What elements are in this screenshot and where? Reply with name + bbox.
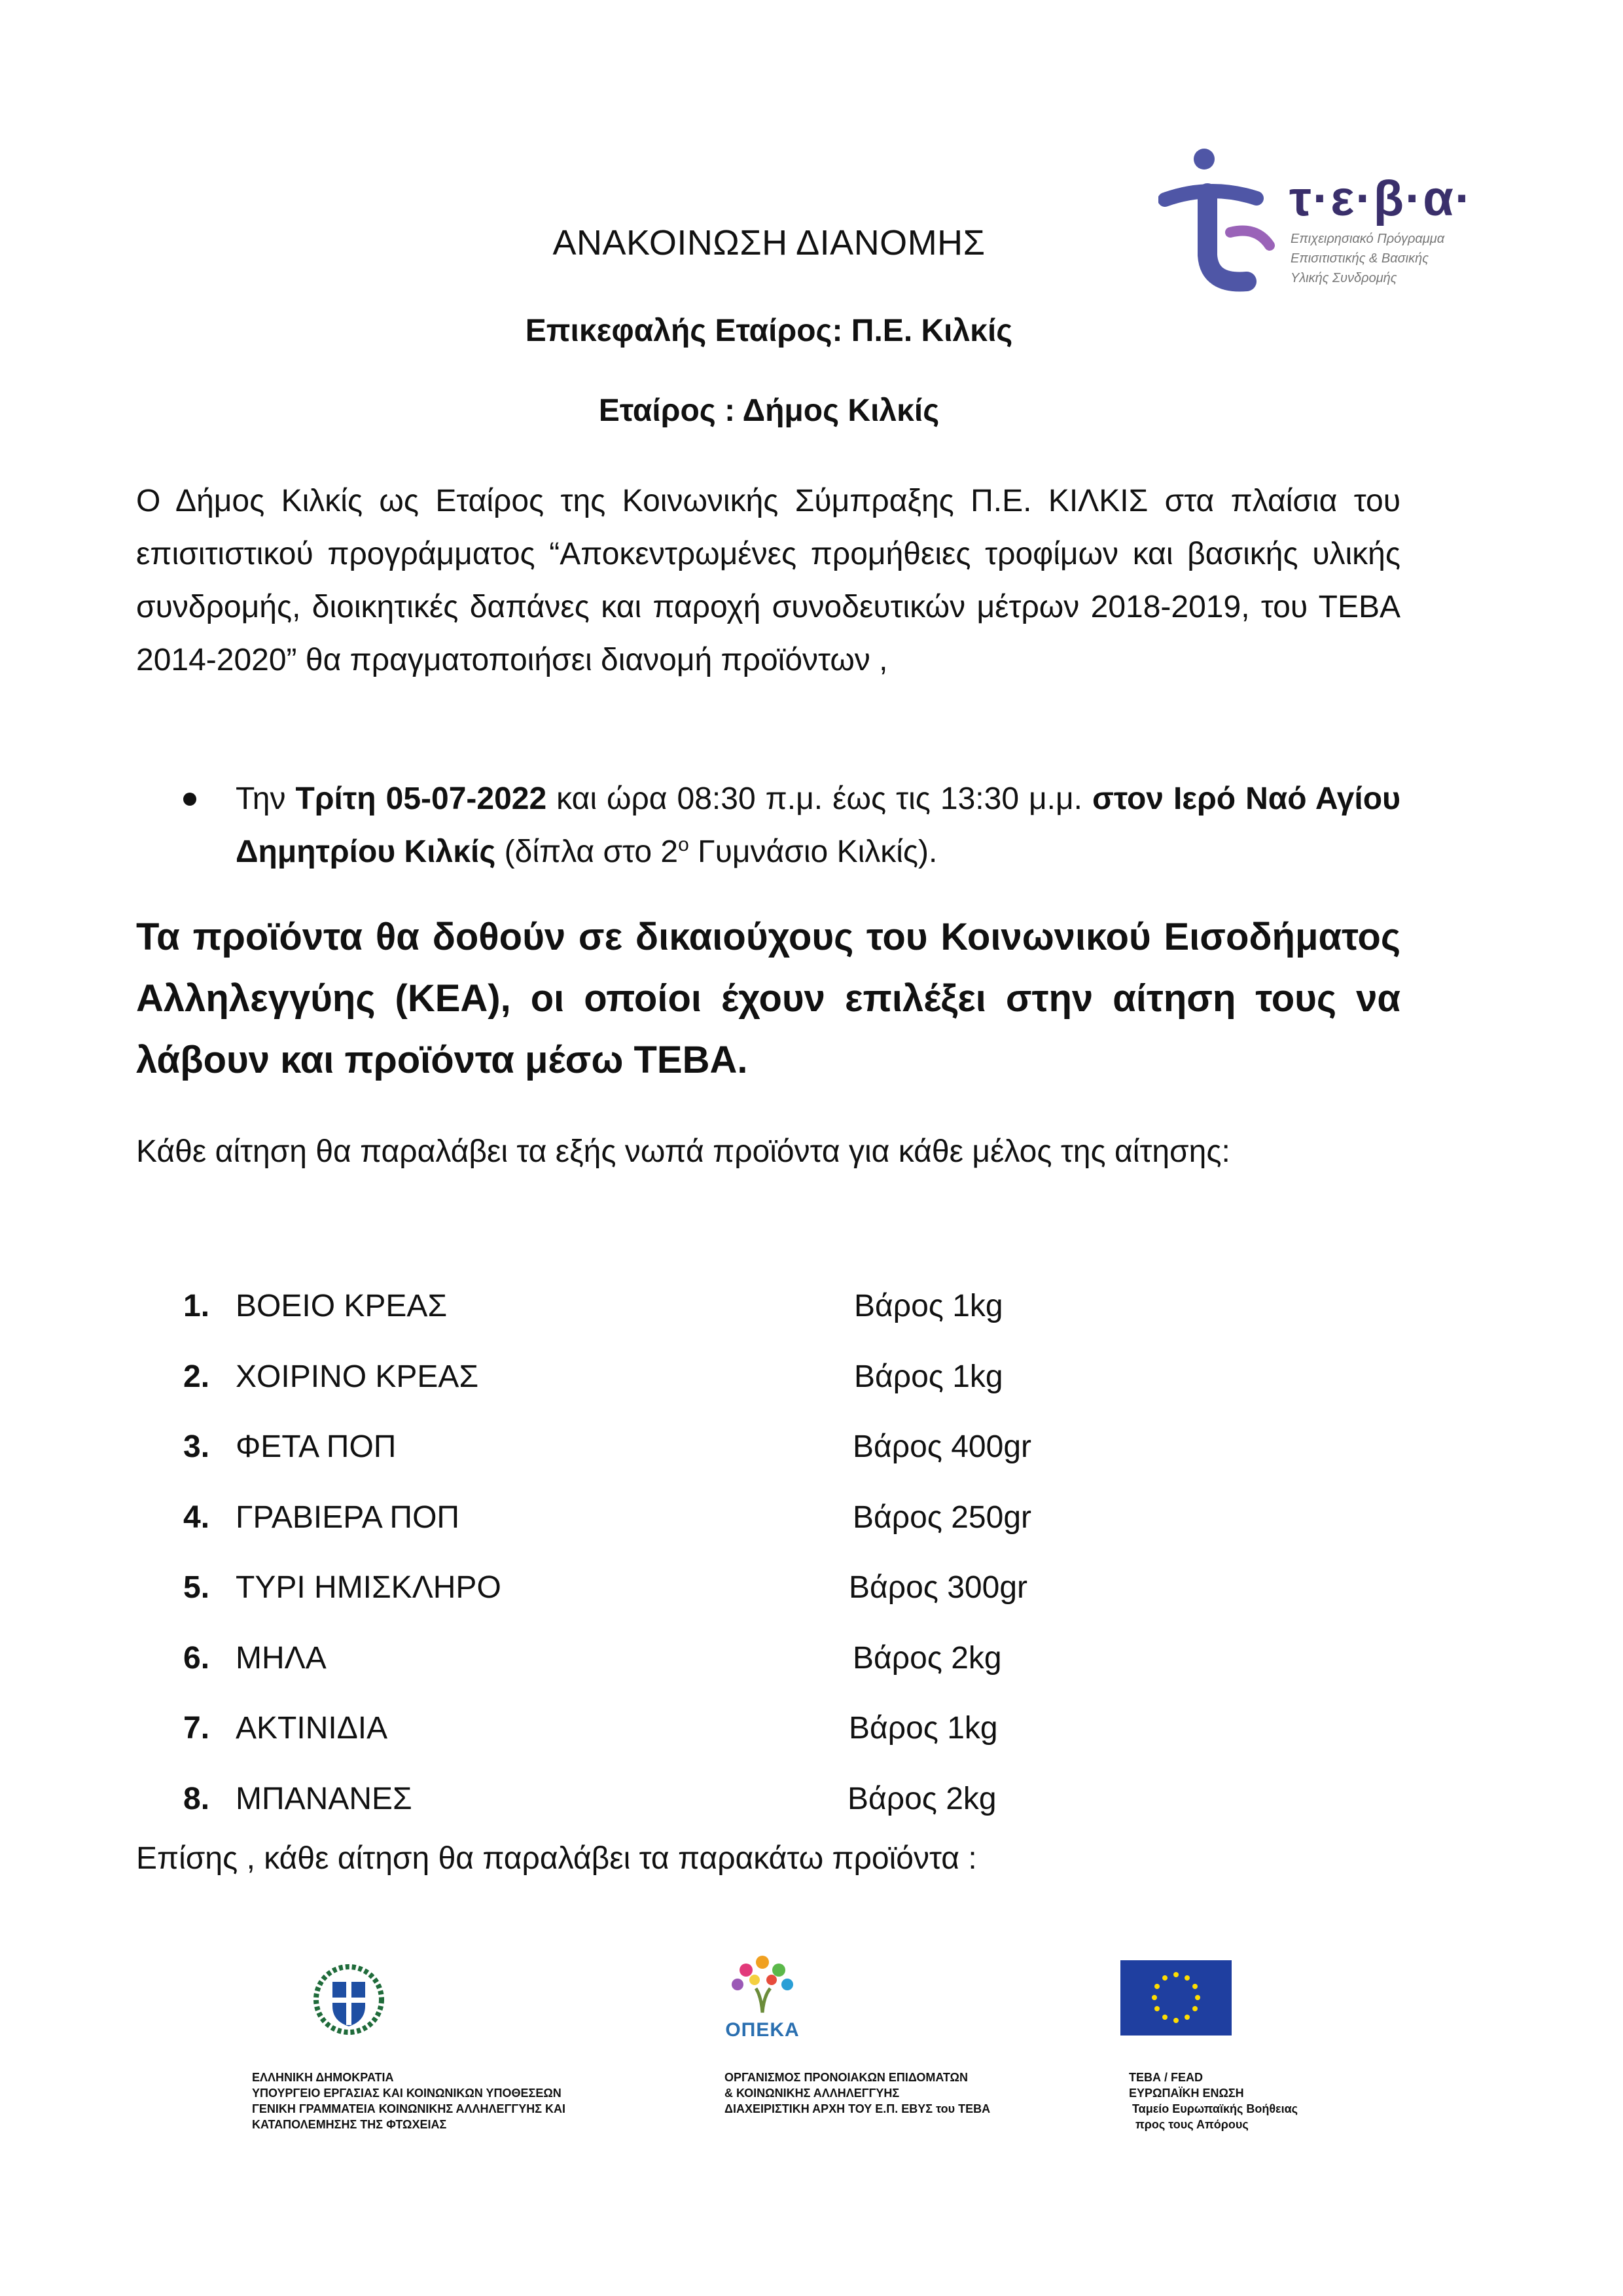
- footer-line: ΓΕΝΙΚΗ ΓΡΑΜΜΑΤΕΙΑ ΚΟΙΝΩΝΙΚΗΣ ΑΛΛΗΛΕΓΓΥΗΣ ΚΑΙ: [252, 2102, 566, 2115]
- footer-opeka-text: [724, 2070, 990, 2117]
- item-number: 5.: [183, 1570, 210, 1605]
- item-weight: Βάρος 300gr: [849, 1570, 1027, 1605]
- item-name: ΜΠΑΝΑΝΕΣ: [236, 1782, 412, 1816]
- list-item: [183, 1710, 1427, 1763]
- item-number: 1.: [183, 1289, 210, 1323]
- item-number: 7.: [183, 1711, 210, 1746]
- item-name: ΦΕΤΑ ΠΟΠ: [236, 1429, 397, 1464]
- bullet-text-part: Γυμνάσιο Κιλκίς).: [688, 834, 938, 869]
- item-weight: Βάρος 1kg: [854, 1289, 1003, 1323]
- item-weight: Βάρος 400gr: [853, 1429, 1031, 1464]
- beneficiaries-notice: Τα προϊόντα θα δοθούν σε δικαιούχους του Κοινωνικού Εισοδήματος Αλληλεγγύης (ΚΕΑ), οι οποίοι έχουν επιλέξει στην αίτηση τους να λάβουν και προϊόντα μέσω ΤΕΒΑ.: [136, 916, 1400, 1081]
- footer-eu-text: [1129, 2070, 1298, 2132]
- list-item: [183, 1640, 1427, 1693]
- list-item: [183, 1288, 1427, 1340]
- footer-line: ΥΠΟΥΡΓΕΙΟ ΕΡΓΑΣΙΑΣ ΚΑΙ ΚΟΙΝΩΝΙΚΩΝ ΥΠΟΘΕΣΕΩΝ: [252, 2087, 562, 2100]
- list-item: [183, 1781, 1427, 1833]
- item-number: 4.: [183, 1500, 210, 1535]
- also-text: Επίσης , κάθε αίτηση θα παραλάβει τα παρακάτω προϊόντα :: [136, 1841, 977, 1876]
- opeka-logo: [710, 1944, 815, 2042]
- footer-line: ΔΙΑΧΕΙΡΙΣΤΙΚΗ ΑΡΧΗ ΤΟΥ Ε.Π. ΕΒΥΣ του ΤΕΒΑ: [724, 2102, 991, 2115]
- item-number: 3.: [183, 1429, 210, 1464]
- teba-tagline-line: Επισιτιστικής & Βασικής: [1291, 251, 1429, 266]
- footer-line: & ΚΟΙΝΩΝΙΚΗΣ ΑΛΛΗΛΕΓΓΥΗΣ: [724, 2087, 900, 2100]
- opeka-tree-icon: [710, 1944, 815, 2016]
- bullet-text-part: Την: [236, 781, 296, 816]
- item-name: ΒΟΕΙΟ ΚΡΕΑΣ: [236, 1289, 448, 1323]
- item-weight: Βάρος 1kg: [854, 1359, 1003, 1394]
- bullet-text-part: και ώρα 08:30 π.μ. έως τις 13:30 μ.μ.: [546, 781, 1093, 816]
- greek-emblem-icon: [313, 1964, 385, 2036]
- footer-line: προς τους Απόρους: [1129, 2118, 1249, 2131]
- footer-line: Ταμείο Ευρωπαϊκής Βοήθειας: [1129, 2102, 1298, 2115]
- opeka-label: ΟΠΕΚΑ: [725, 2019, 800, 2041]
- intro-paragraph: Ο Δήμος Κιλκίς ως Εταίρος της Κοινωνικής Σύμπραξης Π.Ε. ΚΙΛΚΙΣ στα πλαίσια του επισιτιστικού προγράμματος “Αποκεντρωμένες προμήθειες τροφίμων και βασικής υλικής συνδρομής, διοικητικές δαπάνες και παροχή συνοδευτικών μέτρων 2018-2019, του ΤΕΒΑ 2014-2020” θα πραγματοποιήσει διανομή προϊόντων ,: [136, 484, 1400, 677]
- item-name: ΑΚΤΙΝΙΔΙΑ: [236, 1711, 388, 1746]
- teba-tagline-line: Υλικής Συνδρομής: [1291, 271, 1397, 285]
- partner-heading: Εταίρος : Δήμος Κιλκίς: [598, 393, 940, 428]
- item-name: ΧΟΙΡΙΝΟ ΚΡΕΑΣ: [236, 1359, 479, 1394]
- distribution-date: Τρίτη 05-07-2022: [295, 781, 547, 816]
- distribution-place: στον Ιερό Ναό Αγίου Δημητρίου Κιλκίς: [236, 781, 1400, 869]
- teba-tagline-line: Επιχειρησιακό Πρόγραμμα: [1291, 232, 1445, 246]
- item-number: 2.: [183, 1359, 210, 1394]
- item-name: ΓΡΑΒΙΕΡΑ ΠΟΠ: [236, 1500, 460, 1535]
- list-item: [183, 1429, 1427, 1481]
- bullet-icon: [183, 793, 196, 806]
- bullet-text: [236, 772, 1400, 878]
- list-item: [183, 1499, 1427, 1552]
- list-item: [183, 1570, 1427, 1622]
- bullet-text-part: (δίπλα στο 2: [495, 834, 679, 869]
- footer-ministry-text: [252, 2070, 565, 2132]
- document-title: ΑΝΑΚΟΙΝΩΣΗ ΔΙΑΝΟΜΗΣ: [552, 223, 986, 262]
- item-weight: Βάρος 250gr: [853, 1500, 1031, 1535]
- teba-wordmark: τ·ε·β·α·: [1289, 171, 1473, 226]
- item-weight: Βάρος 1kg: [849, 1711, 998, 1746]
- item-name: ΤΥΡΙ ΗΜΙΣΚΛΗΡΟ: [236, 1570, 501, 1605]
- each-application-text: Κάθε αίτηση θα παραλάβει τα εξής νωπά προϊόντα για κάθε μέλος της αίτησης:: [136, 1134, 1230, 1169]
- list-item: [183, 1359, 1427, 1411]
- bullet-superscript: ο: [678, 834, 689, 855]
- lead-partner-heading: Επικεφαλής Εταίρος: Π.Ε. Κιλκίς: [525, 314, 1013, 348]
- footer-line: ΕΥΡΩΠΑΪΚΗ ΕΝΩΣΗ: [1129, 2087, 1244, 2100]
- eu-flag-icon: [1120, 1960, 1232, 2036]
- footer-line: ΟΡΓΑΝΙΣΜΟΣ ΠΡΟΝΟΙΑΚΩΝ ΕΠΙΔΟΜΑΤΩΝ: [724, 2071, 968, 2084]
- footer-line: ΚΑΤΑΠΟΛΕΜΗΣΗΣ ΤΗΣ ΦΤΩΧΕΙΑΣ: [252, 2118, 447, 2131]
- item-weight: Βάρος 2kg: [847, 1782, 997, 1816]
- footer-line: ΕΛΛΗΝΙΚΗ ΔΗΜΟΚΡΑΤΙΑ: [252, 2071, 394, 2084]
- item-number: 8.: [183, 1782, 210, 1816]
- footer-line: ΤΕΒΑ / FEAD: [1129, 2071, 1204, 2084]
- item-weight: Βάρος 2kg: [853, 1641, 1002, 1676]
- item-name: ΜΗΛΑ: [236, 1641, 327, 1676]
- item-number: 6.: [183, 1641, 210, 1676]
